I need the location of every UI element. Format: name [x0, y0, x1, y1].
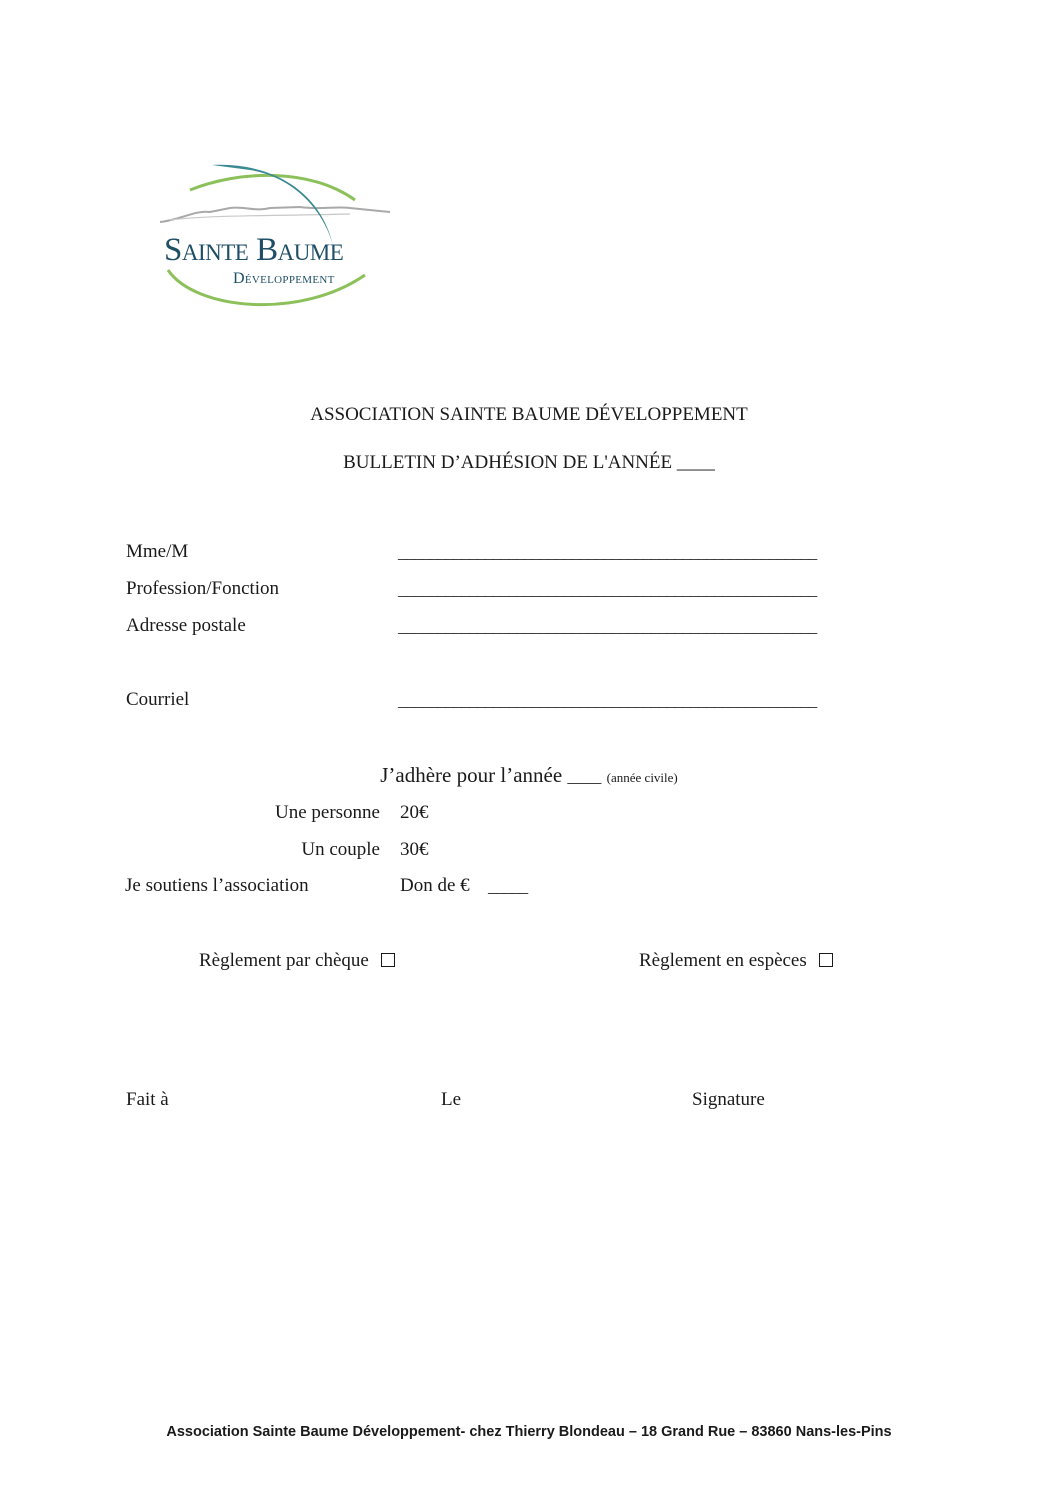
option-label-single: Une personne [275, 802, 380, 823]
field-line-name[interactable]: _____________________________________________________ [398, 543, 817, 562]
field-line-profession[interactable]: _____________________________________________________ [398, 580, 817, 599]
logo-subtitle: Développement [233, 270, 335, 287]
field-line-email[interactable]: _____________________________________________________ [398, 691, 817, 710]
membership-intro-text: J’adhère pour l’année [380, 763, 563, 787]
association-logo [150, 160, 400, 315]
signature-date-label: Le [441, 1089, 462, 1110]
field-label-email: Courriel [126, 689, 190, 710]
field-label-name: Mme/M [126, 541, 189, 562]
payment-cheque-label: Règlement par chèque [199, 950, 369, 971]
support-label: Je soutiens l’association [125, 875, 309, 896]
payment-cheque[interactable] [199, 950, 395, 972]
logo-ridge-line [160, 207, 390, 222]
payment-cheque-checkbox[interactable] [381, 953, 395, 967]
membership-intro [0, 763, 1058, 788]
signature-label: Signature [692, 1089, 765, 1110]
membership-year-blank[interactable]: ____ [567, 767, 602, 786]
field-label-address: Adresse postale [126, 615, 246, 636]
donation-blank[interactable]: _____ [488, 877, 528, 896]
donation-label: Don de € [400, 875, 470, 896]
association-heading: ASSOCIATION SAINTE BAUME DÉVELOPPEMENT [310, 404, 748, 425]
option-value-single: 20€ [400, 802, 429, 823]
payment-cash-checkbox[interactable] [819, 953, 833, 967]
bulletin-heading: BULLETIN D’ADHÉSION DE L'ANNÉE ____ [343, 452, 715, 473]
membership-note: (année civile) [606, 770, 678, 785]
signature-place-label: Fait à [126, 1089, 169, 1110]
option-label-couple: Un couple [301, 839, 380, 860]
field-line-address[interactable]: _____________________________________________________ [398, 617, 817, 636]
logo-green-arc-upper [190, 175, 355, 200]
footer-address: Association Sainte Baume Développement- chez Thierry Blondeau – 18 Grand Rue – 83860 Nans-les-Pins [166, 1424, 892, 1440]
field-label-profession: Profession/Fonction [126, 578, 280, 599]
option-value-couple: 30€ [400, 839, 429, 860]
payment-cash-label: Règlement en espèces [639, 950, 807, 971]
payment-cash[interactable] [639, 950, 833, 972]
logo-title: Sainte Baume [164, 232, 344, 268]
